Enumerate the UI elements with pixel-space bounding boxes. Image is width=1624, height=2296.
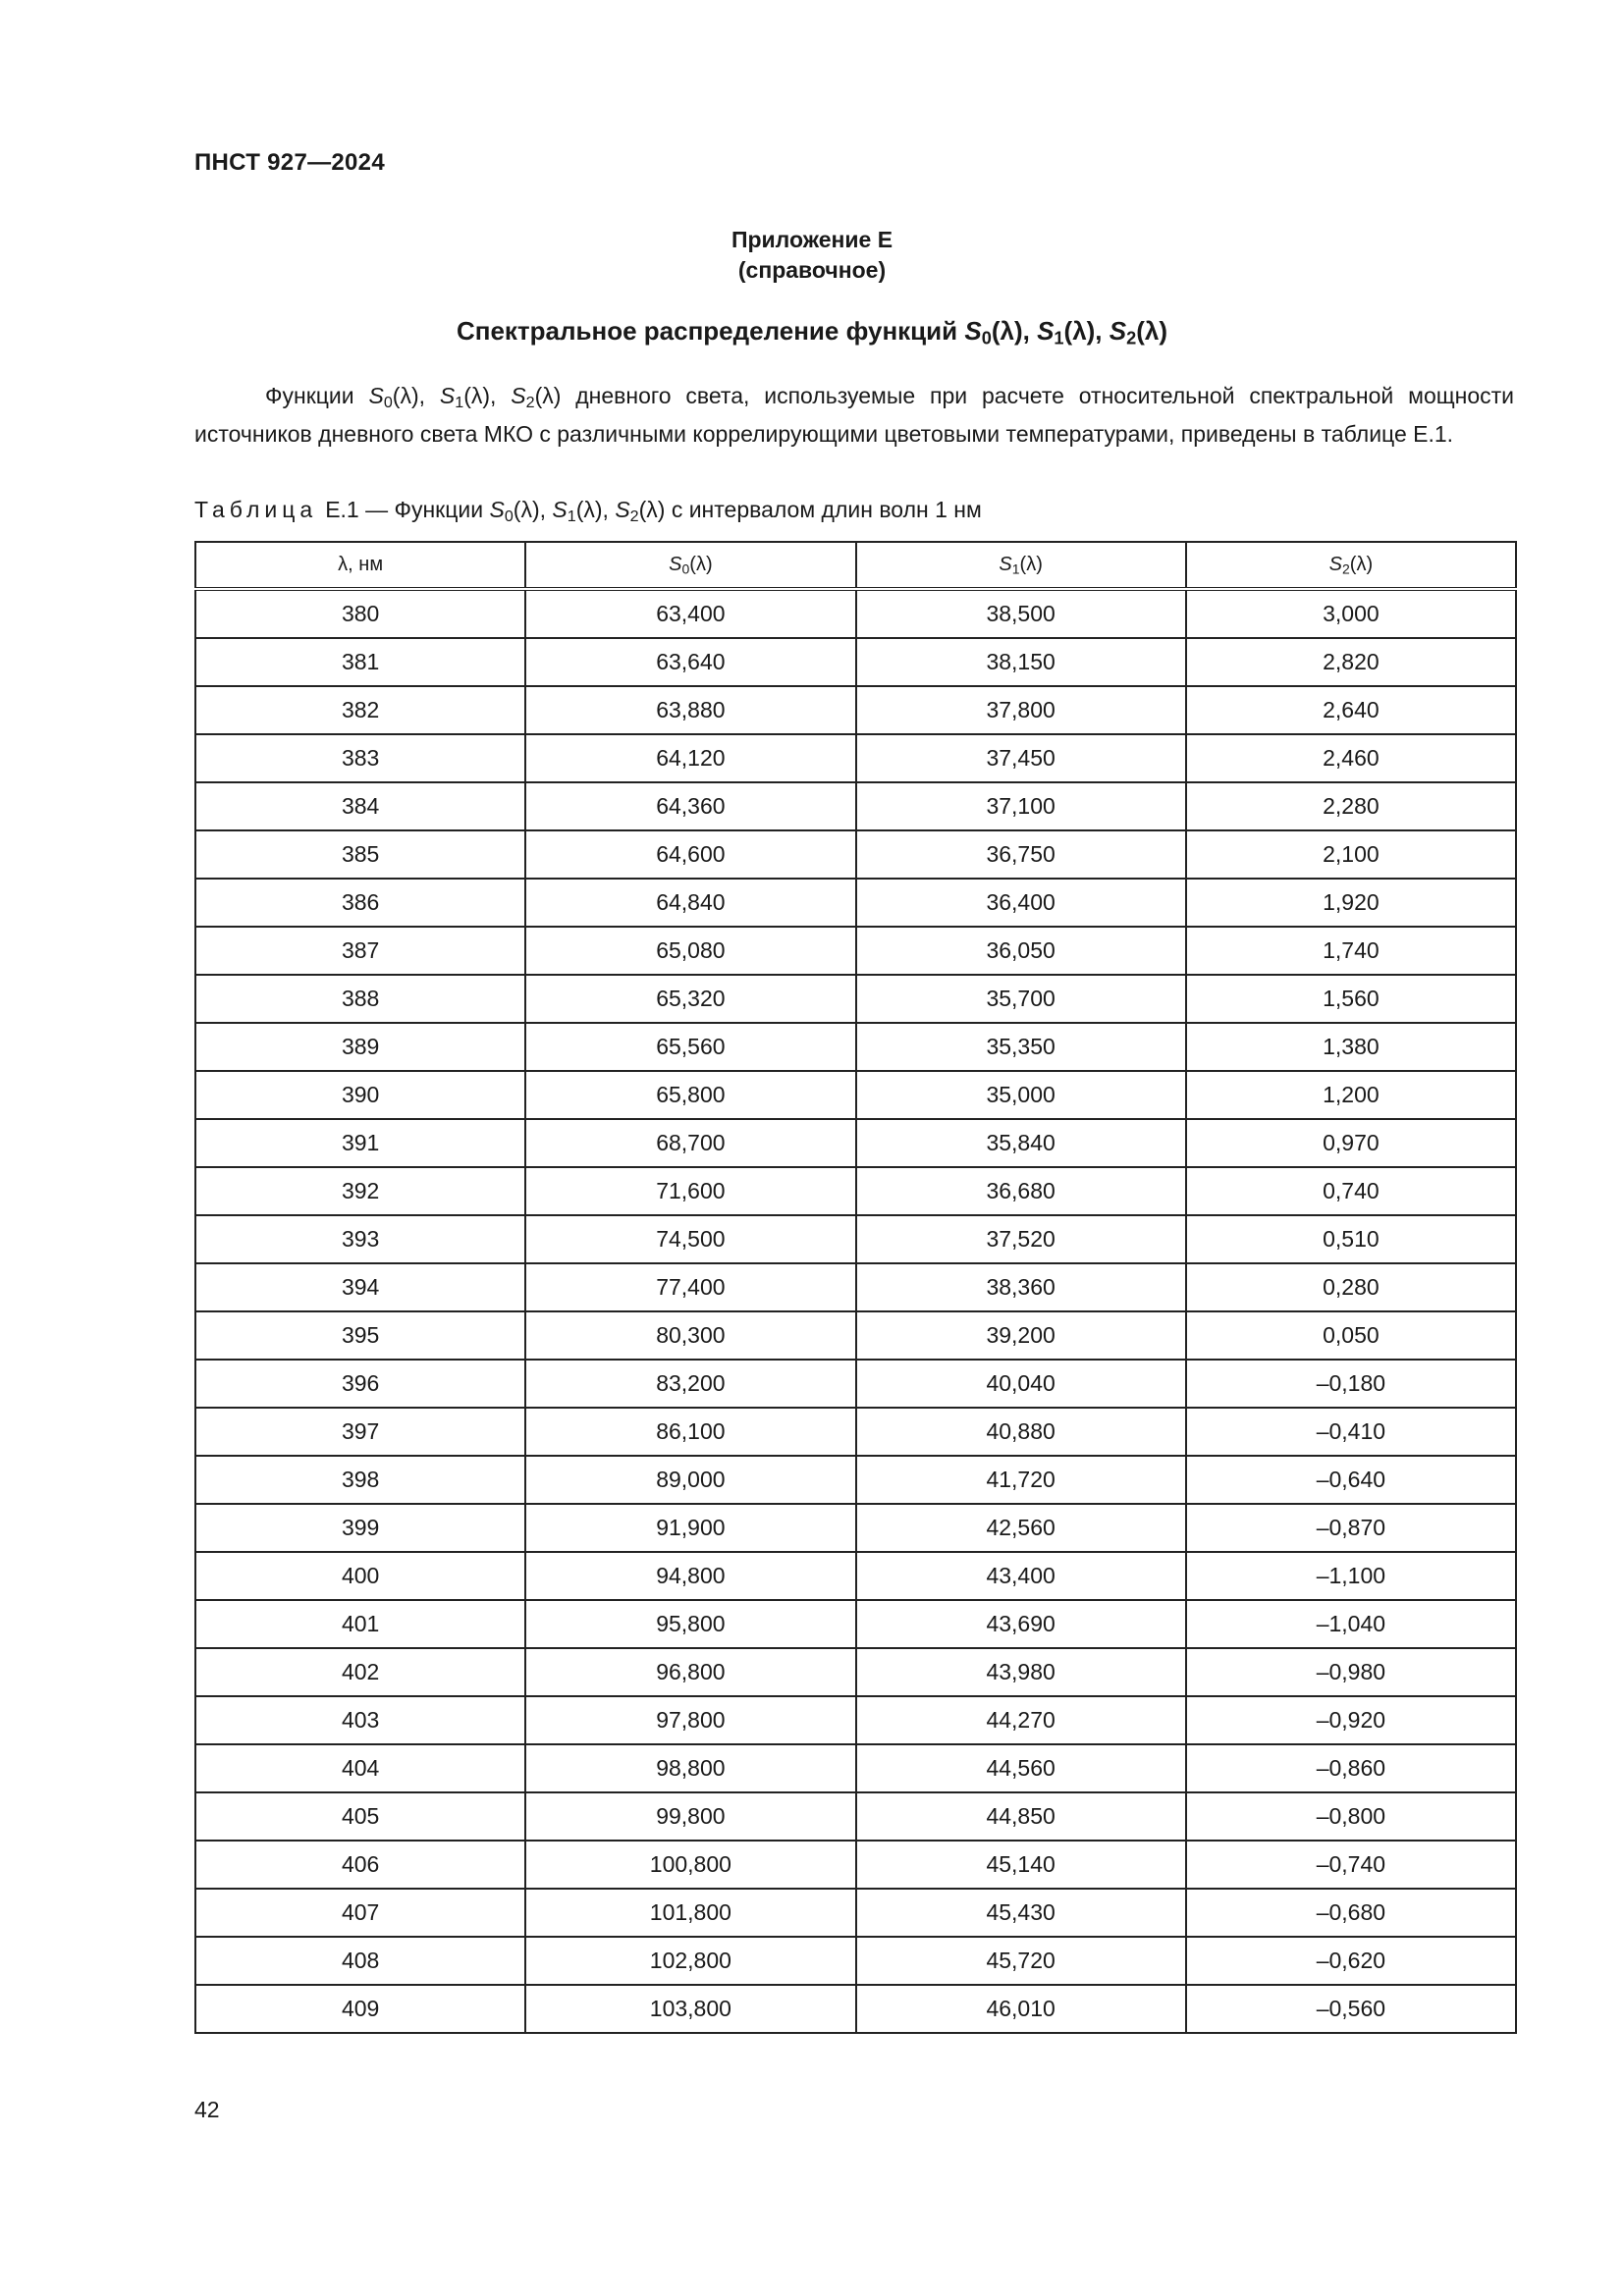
- cell-wavelength: 386: [195, 879, 525, 927]
- caption-rest: (λ) с интервалом длин волн 1 нм: [638, 497, 982, 522]
- cell-wavelength: 407: [195, 1889, 525, 1937]
- table-body: [195, 589, 1516, 2033]
- header-symbol-s2: S: [1328, 553, 1342, 575]
- cell-s0: 91,900: [525, 1504, 855, 1552]
- cell-s0: 89,000: [525, 1456, 855, 1504]
- subscript-2: 2: [629, 507, 639, 526]
- suffix-s1: (λ),: [463, 383, 497, 408]
- cell-wavelength: 398: [195, 1456, 525, 1504]
- table-row: [195, 1119, 1516, 1167]
- cell-s0: 103,800: [525, 1985, 855, 2033]
- header-s1: [856, 542, 1186, 589]
- cell-wavelength: 403: [195, 1696, 525, 1744]
- intro-paragraph: [194, 380, 1514, 450]
- table-row: [195, 1985, 1516, 2033]
- cell-wavelength: 402: [195, 1648, 525, 1696]
- cell-s2: –0,740: [1186, 1841, 1516, 1889]
- table-row: [195, 1696, 1516, 1744]
- cell-s2: 0,280: [1186, 1263, 1516, 1311]
- suffix-s0: (λ),: [991, 316, 1030, 346]
- cell-s1: 44,270: [856, 1696, 1186, 1744]
- cell-wavelength: 395: [195, 1311, 525, 1360]
- subscript-0: 0: [504, 507, 514, 526]
- table-caption: [194, 497, 982, 526]
- paragraph-lead: Функции: [265, 383, 354, 408]
- cell-wavelength: 401: [195, 1600, 525, 1648]
- cell-wavelength: 384: [195, 782, 525, 830]
- cell-s1: 44,560: [856, 1744, 1186, 1792]
- cell-s0: 100,800: [525, 1841, 855, 1889]
- header-symbol-s1: S: [999, 553, 1012, 575]
- cell-s2: 1,740: [1186, 927, 1516, 975]
- cell-s0: 64,600: [525, 830, 855, 879]
- header-suffix-s0: (λ): [689, 553, 713, 575]
- table-row: [195, 1648, 1516, 1696]
- table-row: [195, 1263, 1516, 1311]
- header-symbol-s0: S: [669, 553, 682, 575]
- table-row: [195, 782, 1516, 830]
- cell-s1: 37,520: [856, 1215, 1186, 1263]
- symbol-s0: S: [368, 383, 384, 408]
- suffix-s0: (λ),: [392, 383, 426, 408]
- cell-s2: 3,000: [1186, 589, 1516, 638]
- table-row: [195, 1792, 1516, 1841]
- table-row: [195, 1311, 1516, 1360]
- cell-s2: –0,180: [1186, 1360, 1516, 1408]
- cell-s0: 63,880: [525, 686, 855, 734]
- suffix-s1: (λ),: [1063, 316, 1103, 346]
- table-row: [195, 1504, 1516, 1552]
- cell-s0: 101,800: [525, 1889, 855, 1937]
- cell-s2: –1,100: [1186, 1552, 1516, 1600]
- cell-wavelength: 380: [195, 589, 525, 638]
- cell-s2: 2,280: [1186, 782, 1516, 830]
- cell-s2: –0,860: [1186, 1744, 1516, 1792]
- cell-wavelength: 408: [195, 1937, 525, 1985]
- cell-s1: 46,010: [856, 1985, 1186, 2033]
- cell-s1: 41,720: [856, 1456, 1186, 1504]
- table-row: [195, 1071, 1516, 1119]
- cell-wavelength: 385: [195, 830, 525, 879]
- cell-s1: 37,450: [856, 734, 1186, 782]
- cell-wavelength: 404: [195, 1744, 525, 1792]
- cell-wavelength: 390: [195, 1071, 525, 1119]
- header-sub-0: 0: [681, 561, 690, 577]
- header-suffix-s1: (λ): [1019, 553, 1043, 575]
- cell-s1: 35,840: [856, 1119, 1186, 1167]
- header-sub-1: 1: [1011, 561, 1020, 577]
- caption-number: Е.1 — Функции: [325, 497, 484, 522]
- cell-s0: 94,800: [525, 1552, 855, 1600]
- cell-s0: 63,640: [525, 638, 855, 686]
- symbol-s2: S: [1109, 316, 1127, 346]
- cell-s1: 43,980: [856, 1648, 1186, 1696]
- cell-wavelength: 381: [195, 638, 525, 686]
- cell-s2: 2,640: [1186, 686, 1516, 734]
- cell-s2: –0,620: [1186, 1937, 1516, 1985]
- subscript-0: 0: [981, 328, 992, 348]
- cell-s1: 38,150: [856, 638, 1186, 686]
- cell-s1: 40,880: [856, 1408, 1186, 1456]
- page-number: 42: [194, 2097, 220, 2122]
- table-row: [195, 1552, 1516, 1600]
- symbol-s1: S: [1037, 316, 1055, 346]
- cell-s2: –0,800: [1186, 1792, 1516, 1841]
- cell-s2: 0,970: [1186, 1119, 1516, 1167]
- appendix-subtitle: (справочное): [737, 257, 887, 283]
- appendix-heading: [0, 225, 1624, 286]
- cell-s1: 37,100: [856, 782, 1186, 830]
- cell-s1: 43,400: [856, 1552, 1186, 1600]
- cell-wavelength: 383: [195, 734, 525, 782]
- table-row: [195, 1023, 1516, 1071]
- table-row: [195, 927, 1516, 975]
- subscript-1: 1: [455, 394, 464, 412]
- cell-s1: 38,360: [856, 1263, 1186, 1311]
- cell-s2: –1,040: [1186, 1600, 1516, 1648]
- suffix-s2: (λ): [1136, 316, 1168, 346]
- cell-s2: –0,560: [1186, 1985, 1516, 2033]
- cell-s1: 45,140: [856, 1841, 1186, 1889]
- subscript-0: 0: [383, 394, 393, 412]
- table-row: [195, 589, 1516, 638]
- cell-s0: 86,100: [525, 1408, 855, 1456]
- cell-s0: 64,360: [525, 782, 855, 830]
- cell-s0: 80,300: [525, 1311, 855, 1360]
- cell-s1: 35,700: [856, 975, 1186, 1023]
- cell-s0: 98,800: [525, 1744, 855, 1792]
- header-suffix-s2: (λ): [1349, 553, 1374, 575]
- cell-s0: 68,700: [525, 1119, 855, 1167]
- section-title-prefix: Спектральное распределение функций: [456, 316, 958, 346]
- cell-s0: 74,500: [525, 1215, 855, 1263]
- table-header-row: [195, 542, 1516, 589]
- cell-s2: 2,820: [1186, 638, 1516, 686]
- cell-s1: 39,200: [856, 1311, 1186, 1360]
- cell-wavelength: 389: [195, 1023, 525, 1071]
- cell-s0: 65,560: [525, 1023, 855, 1071]
- cell-s1: 45,720: [856, 1937, 1186, 1985]
- subscript-2: 2: [525, 394, 535, 412]
- cell-s0: 83,200: [525, 1360, 855, 1408]
- cell-s0: 97,800: [525, 1696, 855, 1744]
- table-row: [195, 1167, 1516, 1215]
- cell-wavelength: 405: [195, 1792, 525, 1841]
- cell-s2: –0,870: [1186, 1504, 1516, 1552]
- table-row: [195, 638, 1516, 686]
- header-s0: [525, 542, 855, 589]
- table-row: [195, 1889, 1516, 1937]
- cell-s0: 71,600: [525, 1167, 855, 1215]
- suffix-s0: (λ),: [513, 497, 547, 522]
- table-row: [195, 830, 1516, 879]
- cell-wavelength: 399: [195, 1504, 525, 1552]
- caption-label: Таблица: [194, 497, 318, 522]
- cell-s2: –0,680: [1186, 1889, 1516, 1937]
- table-row: [195, 1360, 1516, 1408]
- cell-s0: 65,320: [525, 975, 855, 1023]
- header-wavelength: λ, нм: [195, 542, 525, 589]
- cell-s0: 99,800: [525, 1792, 855, 1841]
- spectral-table: [194, 541, 1517, 2034]
- section-title: [0, 316, 1624, 349]
- cell-s1: 36,750: [856, 830, 1186, 879]
- cell-s1: 43,690: [856, 1600, 1186, 1648]
- cell-s2: –0,920: [1186, 1696, 1516, 1744]
- cell-wavelength: 409: [195, 1985, 525, 2033]
- symbol-s1: S: [552, 497, 568, 522]
- cell-wavelength: 391: [195, 1119, 525, 1167]
- header-s2: [1186, 542, 1516, 589]
- cell-wavelength: 382: [195, 686, 525, 734]
- symbol-s0: S: [489, 497, 505, 522]
- table-row: [195, 734, 1516, 782]
- table-row: [195, 975, 1516, 1023]
- cell-s2: 1,380: [1186, 1023, 1516, 1071]
- cell-wavelength: 406: [195, 1841, 525, 1889]
- cell-s2: 2,100: [1186, 830, 1516, 879]
- cell-s1: 38,500: [856, 589, 1186, 638]
- cell-s2: 2,460: [1186, 734, 1516, 782]
- cell-s2: 0,510: [1186, 1215, 1516, 1263]
- cell-wavelength: 397: [195, 1408, 525, 1456]
- cell-wavelength: 393: [195, 1215, 525, 1263]
- table-row: [195, 686, 1516, 734]
- subscript-1: 1: [567, 507, 576, 526]
- subscript-2: 2: [1126, 328, 1137, 348]
- cell-s0: 95,800: [525, 1600, 855, 1648]
- table-row: [195, 1841, 1516, 1889]
- table-row: [195, 1600, 1516, 1648]
- cell-s1: 44,850: [856, 1792, 1186, 1841]
- cell-s2: 0,050: [1186, 1311, 1516, 1360]
- symbol-s2: S: [615, 497, 630, 522]
- cell-s1: 37,800: [856, 686, 1186, 734]
- cell-s0: 96,800: [525, 1648, 855, 1696]
- table-row: [195, 879, 1516, 927]
- cell-s2: –0,410: [1186, 1408, 1516, 1456]
- cell-s0: 102,800: [525, 1937, 855, 1985]
- cell-s2: 1,200: [1186, 1071, 1516, 1119]
- table-row: [195, 1744, 1516, 1792]
- cell-s1: 42,560: [856, 1504, 1186, 1552]
- cell-s0: 77,400: [525, 1263, 855, 1311]
- cell-s1: 40,040: [856, 1360, 1186, 1408]
- symbol-s0: S: [964, 316, 982, 346]
- symbol-s2: S: [511, 383, 526, 408]
- table-row: [195, 1215, 1516, 1263]
- cell-s2: 1,920: [1186, 879, 1516, 927]
- cell-s0: 64,120: [525, 734, 855, 782]
- cell-wavelength: 394: [195, 1263, 525, 1311]
- cell-wavelength: 388: [195, 975, 525, 1023]
- cell-wavelength: 400: [195, 1552, 525, 1600]
- table-row: [195, 1456, 1516, 1504]
- table-row: [195, 1408, 1516, 1456]
- cell-s2: 0,740: [1186, 1167, 1516, 1215]
- cell-s2: –0,980: [1186, 1648, 1516, 1696]
- table-row: [195, 1937, 1516, 1985]
- document-id: ПНСТ 927—2024: [194, 149, 385, 176]
- cell-s0: 63,400: [525, 589, 855, 638]
- cell-s0: 64,840: [525, 879, 855, 927]
- cell-s1: 45,430: [856, 1889, 1186, 1937]
- cell-s1: 35,000: [856, 1071, 1186, 1119]
- appendix-title: Приложение Е: [731, 227, 893, 252]
- cell-s1: 36,050: [856, 927, 1186, 975]
- cell-s1: 36,400: [856, 879, 1186, 927]
- header-sub-2: 2: [1341, 561, 1350, 577]
- cell-wavelength: 392: [195, 1167, 525, 1215]
- cell-wavelength: 396: [195, 1360, 525, 1408]
- symbol-s1: S: [439, 383, 456, 408]
- cell-s1: 35,350: [856, 1023, 1186, 1071]
- suffix-s1: (λ),: [575, 497, 609, 522]
- subscript-1: 1: [1054, 328, 1064, 348]
- cell-wavelength: 387: [195, 927, 525, 975]
- cell-s2: –0,640: [1186, 1456, 1516, 1504]
- cell-s2: 1,560: [1186, 975, 1516, 1023]
- paragraph-rest: (λ) дневного света, используемые при расчете относительной спектральной мощности источников дневного света МКО с различными коррелирующими цветовыми температурами, приведены в таблице Е.1.: [194, 383, 1515, 448]
- cell-s0: 65,080: [525, 927, 855, 975]
- cell-s0: 65,800: [525, 1071, 855, 1119]
- cell-s1: 36,680: [856, 1167, 1186, 1215]
